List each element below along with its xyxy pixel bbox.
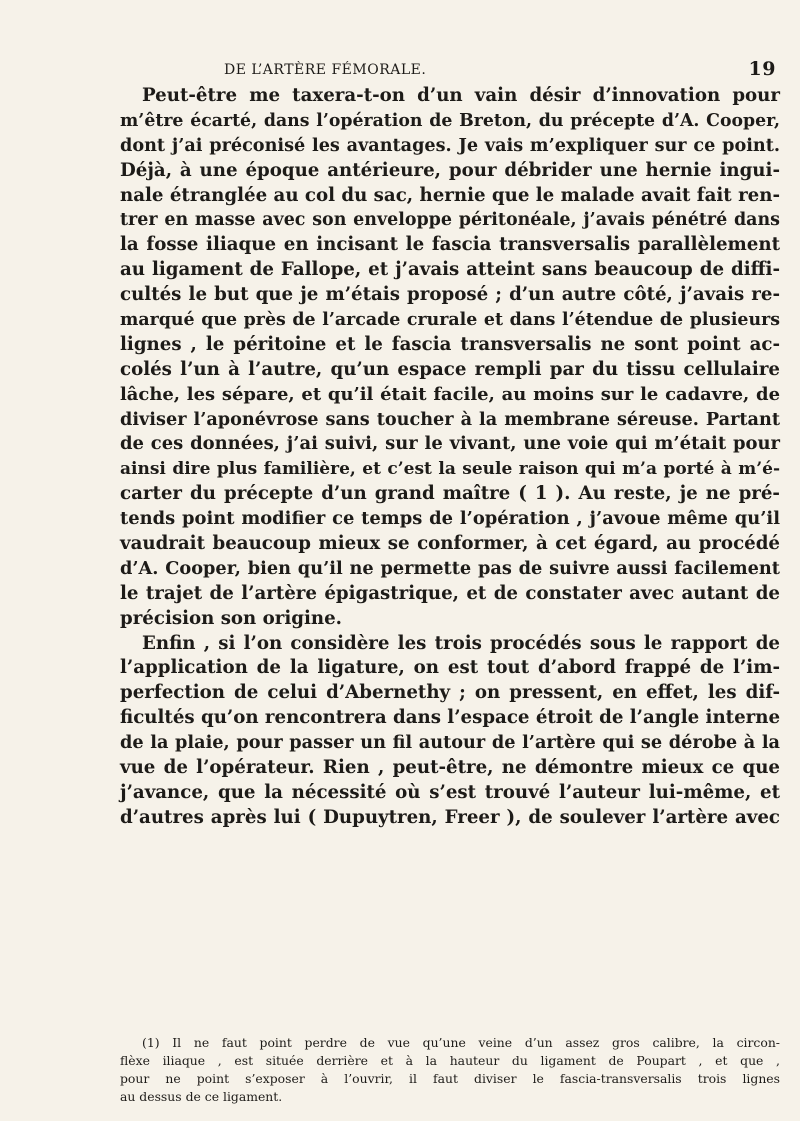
text-line: d’autres après lui ( Dupuytren, Freer ), de soulever l’artère avec [120,806,780,828]
text-line: trer en masse avec son enveloppe péritonéale, j’avais pénétré dans [120,210,780,231]
footnote-line: pour ne point s’exposer à l’ouvrir, il faut diviser le fascia-transversalis trois lignes [120,1071,780,1086]
text-line: m’être écarté, dans l’opération de Breton, du précepte d’A. Cooper, [120,110,780,131]
paragraph-1 [120,84,780,632]
text-line: vaudrait beaucoup mieux se conformer, à cet égard, au procédé [120,533,780,555]
text-line: Déjà, à une époque antérieure, pour débrider une hernie ingui- [120,159,780,181]
text-line: perfection de celui d’Abernethy ; on pressent, en effet, les dif- [120,682,780,704]
footnote-line: au dessus de ce ligament. [120,1089,283,1104]
text-line: j’avance, que la nécessité où s’est trouvé l’auteur lui-même, et [120,781,780,803]
text-line: ainsi dire plus familière, et c’est la seule raison qui m’a porté à m’é- [120,459,780,480]
text-line: nale étranglée au col du sac, hernie que le malade avait fait ren- [120,184,780,206]
text-line: cultés le but que je m’étais proposé ; d’un autre côté, j’avais re- [120,284,780,306]
text-line: le trajet de l’artère épigastrique, et de constater avec autant de [120,582,780,604]
text-line: carter du précepte d’un grand maître ( 1 ). Au reste, je ne pré- [120,483,780,505]
text-line: Enfin , si l’on considère les trois procédés sous le rapport de [142,632,780,654]
footnote-line: (1) Il ne faut point perdre de vue qu’une veine d’un assez gros calibre, la circon- [142,1035,780,1050]
text-line: lignes , le péritoine et le fascia transversalis ne sont point ac- [120,333,780,355]
text-line: au ligament de Fallope, et j’avais atteint sans beaucoup de diffi- [120,259,780,281]
text-line: de la plaie, pour passer un fil autour de l’artère qui se dérobe à la [120,732,780,754]
text-line: l’application de la ligature, on est tout d’abord frappé de l’im- [120,657,780,679]
text-line: colés l’un à l’autre, qu’un espace rempli par du tissu cellulaire [120,358,780,380]
text-line: tends point modifier ce temps de l’opération , j’avoue même qu’il [120,508,780,530]
text-line: précision son origine. [120,607,342,629]
text-line: d’A. Cooper, bien qu’il ne permette pas de suivre aussi facilement [120,557,780,579]
text-line: dont j’ai préconisé les avantages. Je vais m’expliquer sur ce point. [120,134,780,156]
footnote-line: flèxe iliaque , est située derrière et à la hauteur du ligament de Poupart , et que , [120,1053,780,1068]
paragraph-2 [120,632,780,831]
text-line: lâche, les sépare, et qu’il était facile, au moins sur le cadavre, de [120,383,780,405]
running-title: DE L’ARTÈRE FÉMORALE. [224,62,427,78]
text-line: Peut-être me taxera-t-on d’un vain désir d’innovation pour [142,85,780,106]
text-line: vue de l’opérateur. Rien , peut-être, ne démontre mieux ce que [120,757,780,779]
page-header [124,54,780,84]
text-line: la fosse iliaque en incisant le fascia transversalis parallèlement [120,234,780,256]
page-number: 19 [748,58,776,80]
text-line: ficultés qu’on rencontrera dans l’espace étroit de l’angle interne [120,707,781,729]
text-line: de ces données, j’ai suivi, sur le vivant, une voie qui m’était pour [120,433,780,455]
text-line: marqué que près de l’arcade crurale et dans l’étendue de plusieurs [120,310,780,331]
footnote [120,1034,780,1106]
text-line: diviser l’aponévrose sans toucher à la membrane séreuse. Partant [120,408,780,430]
main-text [120,84,780,831]
